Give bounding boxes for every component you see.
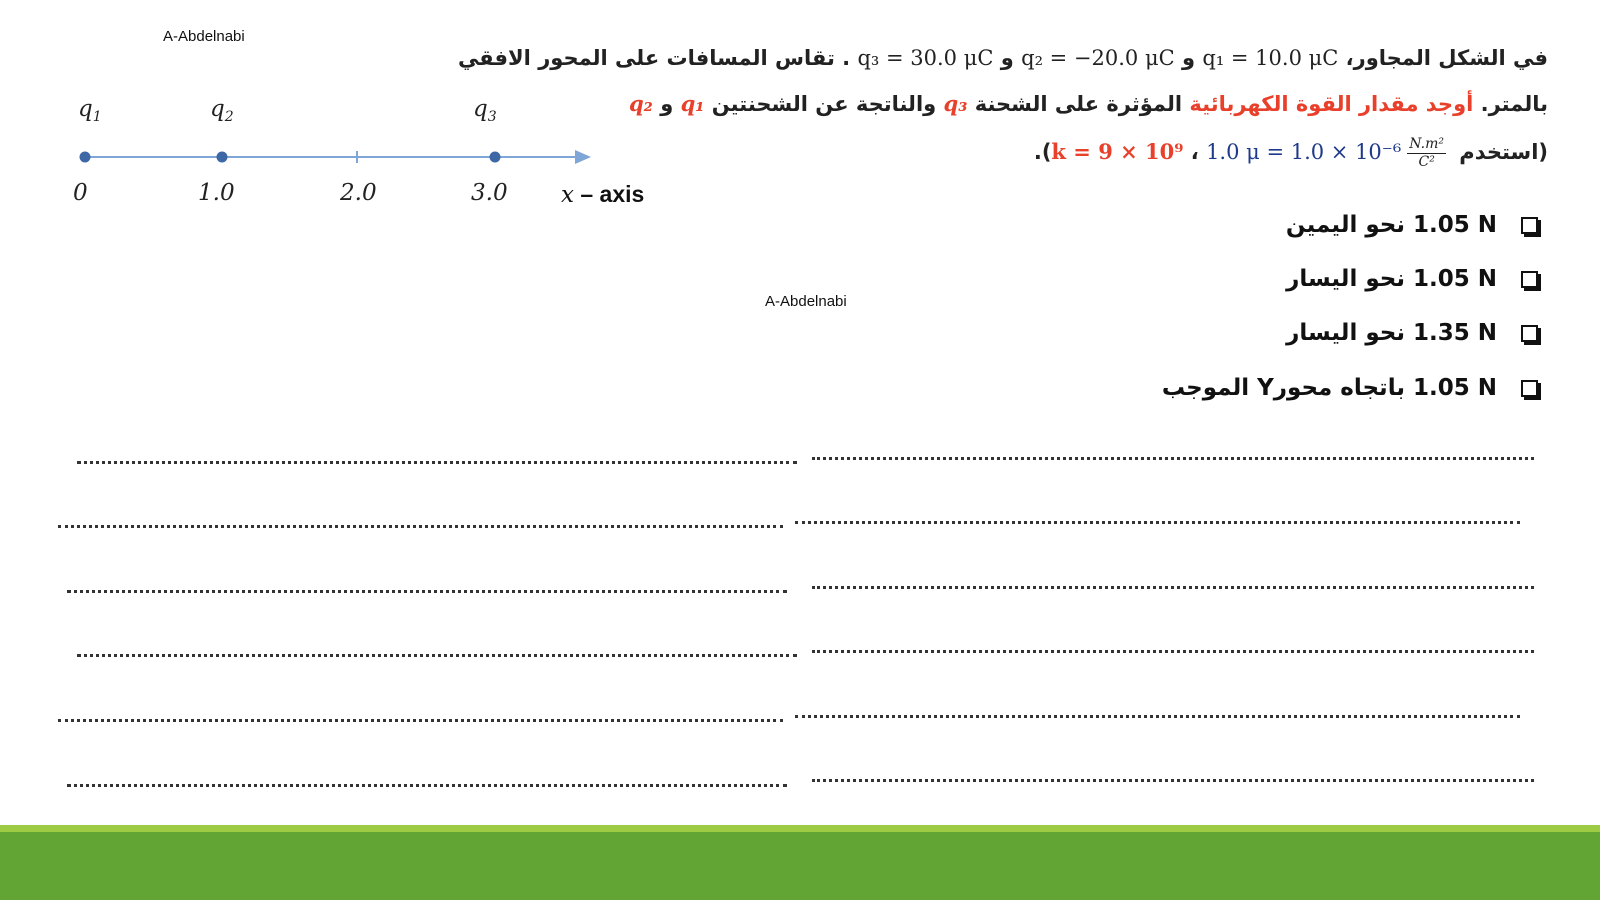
answer-line — [812, 650, 1534, 653]
question-text — [428, 36, 1548, 175]
checkbox-icon[interactable] — [1521, 380, 1538, 397]
checkbox-icon[interactable] — [1521, 217, 1538, 234]
answer-line — [77, 654, 797, 657]
answer-line — [812, 586, 1534, 589]
answer-line — [77, 461, 797, 464]
charge-label-q2: $q_2$ — [210, 96, 234, 125]
tick-label-1: 1.0 — [198, 180, 235, 206]
axis-label: x – axis — [561, 181, 645, 208]
watermark-top: A-Abdelnabi — [163, 28, 245, 45]
checkbox-icon[interactable] — [1521, 271, 1538, 288]
footer-band — [0, 825, 1600, 900]
answer-line — [812, 457, 1534, 460]
answer-line — [58, 719, 783, 722]
question-line-3: (استخدم $\frac{\text{N.m²}}{\text{C²}}$ k = 9 × 10⁹ ، 1.0 μ = 1.0 × 10⁻⁶). — [1033, 135, 1548, 170]
charge-label-q1: $q_1$ — [78, 96, 102, 125]
answer-line — [795, 715, 1520, 718]
watermark-middle: A-Abdelnabi — [765, 293, 847, 310]
answer-option-4[interactable]: 1.05 N باتجاه محورY الموجب — [1162, 375, 1538, 401]
answer-line — [67, 784, 787, 787]
charge-label-q3: $q_3$ — [473, 96, 497, 125]
answer-line — [795, 521, 1520, 524]
tick-label-2: 2.0 — [340, 180, 377, 206]
answer-option-3[interactable]: 1.35 N نحو اليسار — [1286, 320, 1538, 346]
units-fraction: $\frac{\text{N.m²}}{\text{C²}}$ — [1409, 135, 1444, 170]
answer-line — [812, 779, 1534, 782]
answer-line — [67, 590, 787, 593]
answer-line — [58, 525, 783, 528]
answer-option-2[interactable]: 1.05 N نحو اليسار — [1286, 266, 1538, 292]
tick-label-0: 0 — [73, 180, 88, 206]
charge-point-q2 — [217, 152, 228, 163]
question-line-2: بالمتر. أوجد مقدار القوة الكهربائية المؤثرة على الشحنة q₃ والناتجة عن الشحنتين q₁ و q₂ — [629, 91, 1548, 116]
checkbox-icon[interactable] — [1521, 325, 1538, 342]
tick-label-3: 3.0 — [471, 180, 508, 206]
charge-point-q1 — [80, 152, 91, 163]
answer-option-1[interactable]: 1.05 N نحو اليمين — [1286, 212, 1538, 238]
question-line-1: في الشكل المجاور، q₁ = 10.0 μC و q₂ = −20.0 μC و q₃ = 30.0 μC . تقاس المسافات على المحور الافقي — [457, 46, 1548, 70]
